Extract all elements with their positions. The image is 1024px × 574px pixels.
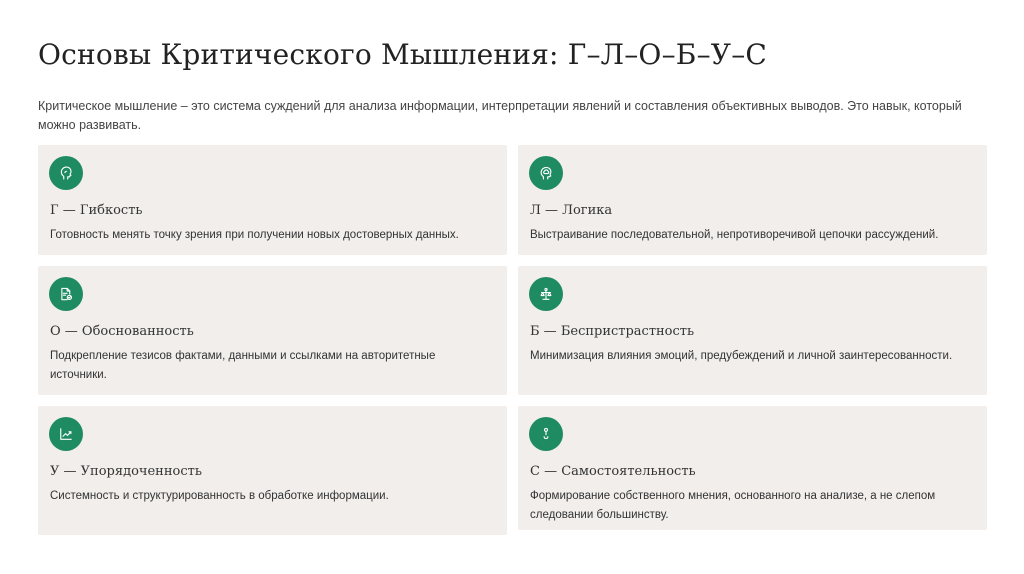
- trend-chart-icon: [49, 417, 83, 451]
- card-title: С — Самостоятельность: [530, 464, 696, 479]
- card-title: О — Обоснованность: [50, 324, 194, 339]
- card-text: Системность и структурированность в обработке информации.: [50, 490, 389, 502]
- card-title: Л — Логика: [530, 203, 613, 218]
- document-check-icon: [49, 277, 83, 311]
- person-ring-icon: [529, 417, 563, 451]
- head-brain-icon: [529, 156, 563, 190]
- card-text: Формирование собственного мнения, основанного на анализе, а не слепом следовании большинству.: [530, 490, 936, 521]
- scales-icon: [529, 277, 563, 311]
- card-title: Б — Беспристрастность: [530, 324, 695, 339]
- card-title: У — Упорядоченность: [50, 464, 202, 479]
- head-outline-icon: [49, 156, 83, 190]
- card-independence: [518, 406, 987, 530]
- card-validity: [38, 266, 507, 395]
- card-orderliness: [38, 406, 507, 535]
- intro-text: Критическое мышление – это система суждений для анализа информации, интерпретации явлений и составления объективных выводов. Это навык, который можно развивать.: [38, 99, 962, 132]
- card-text: Выстраивание последовательной, непротиворечивой цепочки рассуждений.: [530, 229, 939, 241]
- card-text: Готовность менять точку зрения при получении новых достоверных данных.: [50, 229, 459, 241]
- card-impartiality: [518, 266, 987, 395]
- card-logic: [518, 145, 987, 255]
- page-title: Основы Критического Мышления: Г–Л–О–Б–У–С: [38, 38, 768, 71]
- card-text: Минимизация влияния эмоций, предубеждений и личной заинтересованности.: [530, 350, 953, 362]
- card-text: Подкрепление тезисов фактами, данными и ссылками на авторитетные источники.: [50, 350, 436, 381]
- card-flexibility: [38, 145, 507, 255]
- card-title: Г — Гибкость: [50, 203, 143, 218]
